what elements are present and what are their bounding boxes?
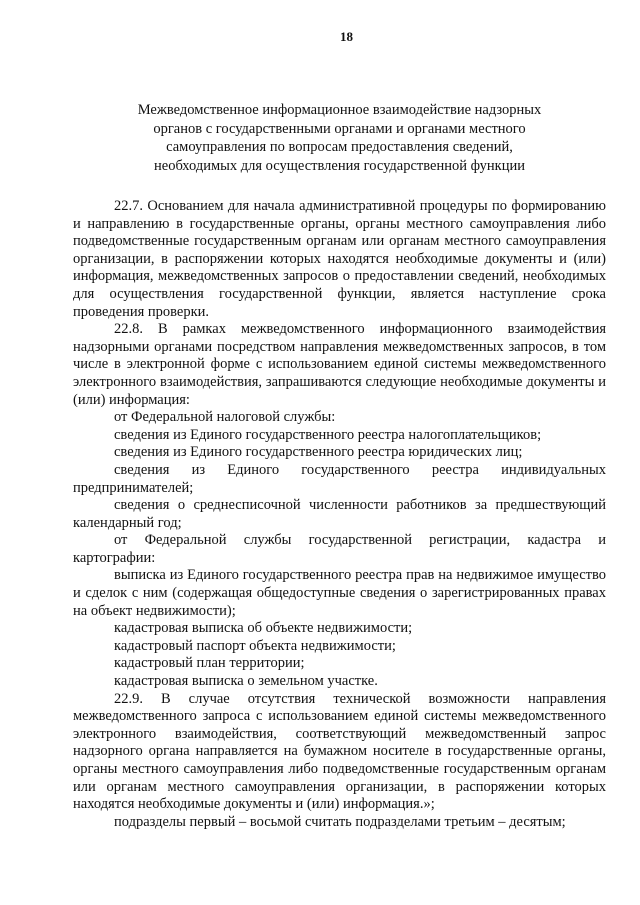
heading-line: самоуправления по вопросам предоставления сведений,	[166, 139, 513, 155]
list-item: сведения из Единого государственного реестра налогоплательщиков;	[114, 426, 542, 443]
list-item: от Федеральной службы государственной регистрации, кадастра и картографии:	[73, 532, 606, 566]
list-item: кадастровый паспорт объекта недвижимости;	[114, 637, 396, 654]
list-item: выписка из Единого государственного реестра прав на недвижимое имущество и сделок с ним (содержащая общедоступные сведения о зарегистрированных правах на объект недвижимости);	[73, 567, 606, 619]
paragraph-22-9: 22.9. В случае отсутствия технической возможности направления межведомственного запроса с использованием единой системы межведомственного электронного взаимодействия, соответствующий межведомственный запрос надзорного органа направляется на бумажном носителе в государственные органы, органы местного самоуправления либо подведомственные государственным органам или органам местного самоуправления организации, в распоряжении которых находятся необходимые документы и (или) информация.»;	[73, 690, 606, 813]
heading-line: Межведомственное информационное взаимодействие надзорных	[137, 102, 542, 118]
list-item: кадастровая выписка об объекте недвижимости;	[114, 620, 413, 637]
heading-line: необходимых для осуществления государственной функции	[154, 157, 525, 174]
paragraph-22-7: 22.7. Основанием для начала административной процедуры по формированию и направлению в государственные органы, органы местного самоуправления либо подведомственные государственным органам или органам местного самоуправления организации, в распоряжении которых находятся необходимые документы и (или) информация, межведомственных запросов о предоставлении сведений, необходимых для осуществления государственной функции, является наступление срока проведения проверки.	[73, 198, 606, 320]
list-item: сведения из Единого государственного реестра индивидуальных предпринимателей;	[73, 461, 606, 496]
list-item: кадастровый план территории;	[114, 655, 305, 672]
paragraph-22-8: 22.8. В рамках межведомственного информационного взаимодействия надзорными органами посредством направления межведомственных запросов, в том числе в электронной форме с использованием единой системы межведомственного электронного взаимодействия, запрашиваются следующие необходимые документы и (или) информация:	[73, 321, 606, 408]
document-body	[73, 198, 606, 831]
list-item: сведения о среднесписочной численности работников за предшествующий календарный год;	[73, 497, 606, 531]
closing-paragraph: подразделы первый – восьмой считать подразделами третьим – десятым;	[114, 813, 566, 830]
heading-line: органов с государственными органами и органами местного	[153, 120, 526, 137]
section-heading	[73, 101, 606, 175]
list-item: сведения из Единого государственного реестра юридических лиц;	[114, 444, 523, 461]
list-item: от Федеральной налоговой службы:	[114, 409, 336, 426]
list-item: кадастровая выписка о земельном участке.	[114, 673, 378, 690]
page-number: 18	[340, 29, 353, 44]
